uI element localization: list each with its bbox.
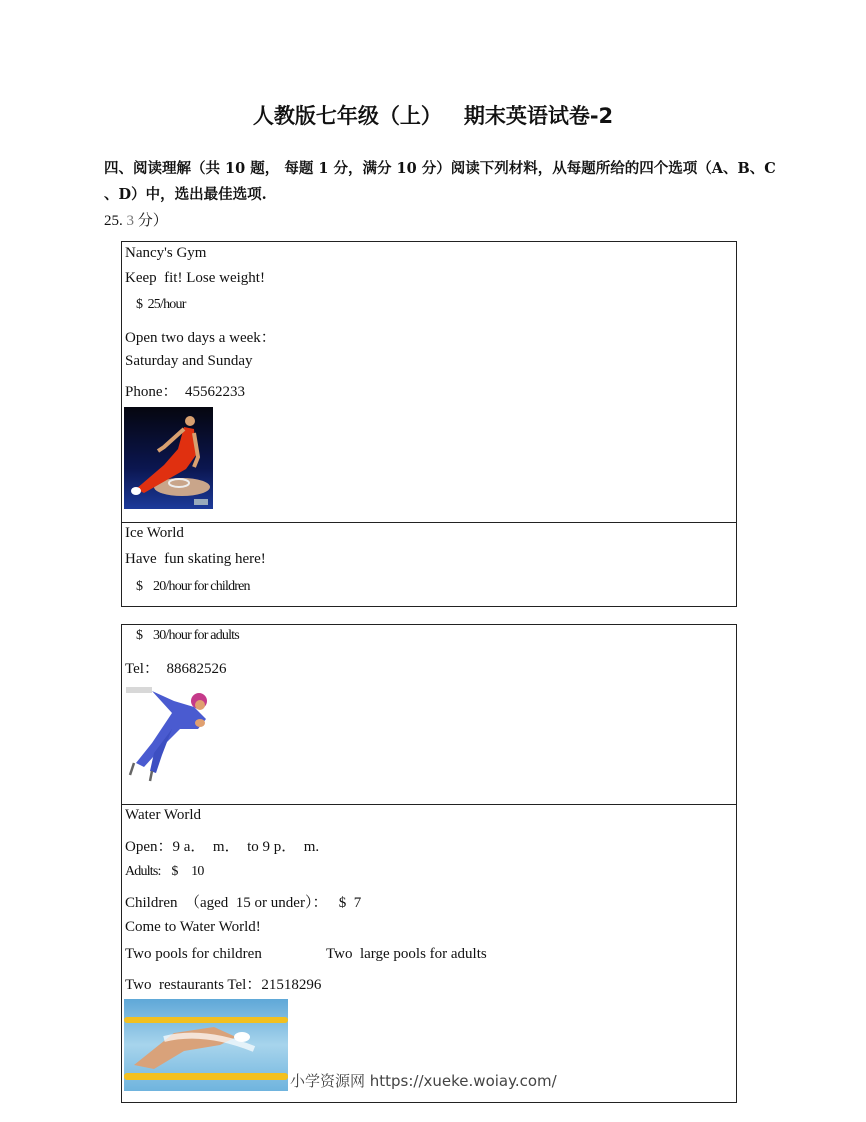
water-ad xyxy=(122,805,736,1102)
ice-ad-part2 xyxy=(122,625,736,805)
water-pools-children: Two pools for children xyxy=(125,946,262,962)
question-index: 25. xyxy=(104,213,123,229)
water-children-price: Children （aged 15 or under）： $ 7 xyxy=(125,895,362,911)
ice-price-adults: $ 30/hour for adults xyxy=(136,628,239,643)
gym-ad xyxy=(122,242,736,523)
question-points: 3 xyxy=(126,213,134,229)
ice-ad-part1 xyxy=(122,523,736,606)
gym-days: Saturday and Sunday xyxy=(125,353,253,369)
swimmer-image xyxy=(124,999,288,1096)
skater-image xyxy=(124,683,219,788)
page-title xyxy=(0,100,866,130)
water-pools-adults: Two large pools for adults xyxy=(326,946,487,962)
gymnast-image xyxy=(124,407,213,514)
water-name: Water World xyxy=(125,807,202,823)
title-exam: 期末英语试卷-2 xyxy=(463,104,614,128)
ice-name: Ice World xyxy=(125,525,184,541)
question-number xyxy=(104,209,168,230)
ice-slogan: Have fun skating here! xyxy=(125,551,266,567)
water-invite: Come to Water World! xyxy=(125,919,261,935)
watermark: 小学资源网 https://xueke.woiay.com/ xyxy=(290,1072,557,1090)
title-grade: 人教版七年级（上） xyxy=(252,104,442,128)
water-open: Open：9 a． m． to 9 p． m. xyxy=(125,839,320,855)
question-points-suffix: 分） xyxy=(137,213,168,229)
water-restaurants: Two restaurants Tel：21518296 xyxy=(125,977,322,993)
gym-phone: Phone： 45562233 xyxy=(125,384,246,400)
section-instruction: 四、阅读理解（共 10 题， 每题 1 分，满分 10 分）阅读下列材料，从每题所给的四个选项（A、B、C 、D）中，选出最佳选项. xyxy=(104,160,776,203)
gym-slogan: Keep fit! Lose weight! xyxy=(125,270,265,286)
ads-table-part2 xyxy=(121,624,737,1103)
ice-tel: Tel： 88682526 xyxy=(125,661,227,677)
gym-open-label: Open two days a week： xyxy=(125,330,276,346)
gym-price: $ 25/hour xyxy=(136,297,186,312)
ads-table-part1 xyxy=(121,241,737,607)
ice-price-children: $ 20/hour for children xyxy=(136,579,250,594)
gym-name: Nancy's Gym xyxy=(125,245,207,261)
water-adults-price: Adults: $ 10 xyxy=(125,864,204,879)
